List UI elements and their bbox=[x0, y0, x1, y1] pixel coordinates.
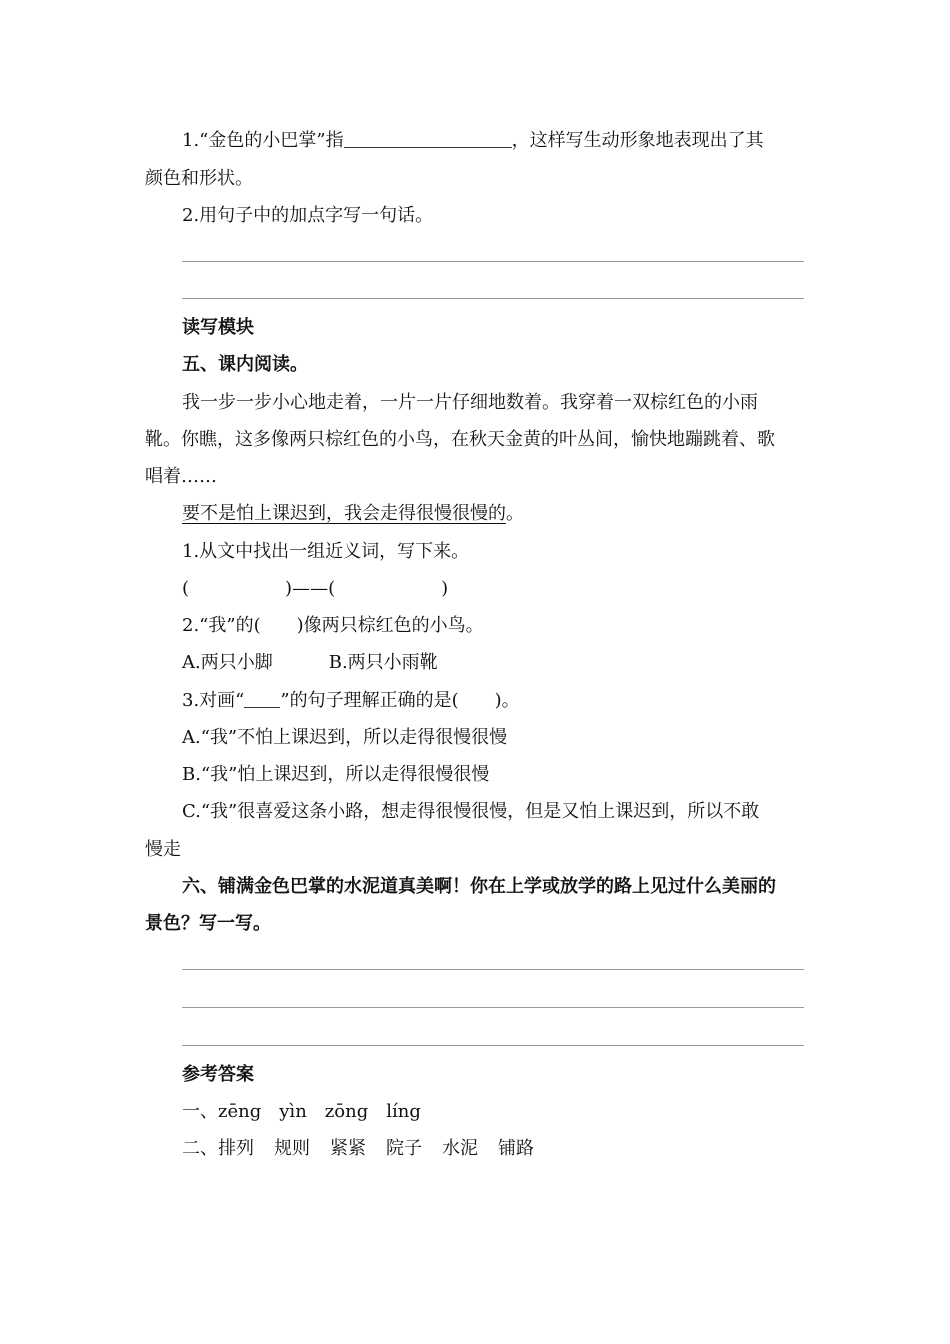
section-6-title-continued: 景色？写一写。 bbox=[145, 913, 271, 934]
pinyin-item: zōng bbox=[324, 1101, 369, 1122]
paren-close: ) bbox=[441, 578, 449, 599]
word-item: 规则 bbox=[274, 1138, 310, 1159]
question-2-options bbox=[182, 651, 810, 675]
question-1 bbox=[182, 129, 810, 153]
question-3-text-a: 3.对画“ bbox=[182, 690, 245, 711]
question-3-option-c[interactable]: C.“我”很喜爱这条小路，想走得很慢很慢，但是又怕上课迟到，所以不敢 bbox=[182, 801, 760, 822]
option-a[interactable]: A.两只小脚 bbox=[182, 652, 273, 673]
pinyin-item: zēng bbox=[218, 1101, 262, 1122]
pinyin-item: yìn bbox=[279, 1101, 307, 1122]
question-1-continued: 颜色和形状。 bbox=[145, 168, 253, 189]
underline-mark bbox=[244, 689, 280, 708]
question-3-option-c-continued: 慢走 bbox=[145, 839, 181, 860]
module-title: 读写模块 bbox=[182, 317, 254, 338]
question-3-text-b: ”的句子理解正确的是( )。 bbox=[280, 690, 520, 711]
writing-line[interactable] bbox=[182, 261, 804, 262]
dash: —— bbox=[292, 578, 329, 599]
word-item: 院子 bbox=[386, 1138, 422, 1159]
writing-line[interactable] bbox=[182, 1007, 804, 1008]
underlined-sentence: 要不是怕上课迟到，我会走得很慢很慢的 bbox=[182, 503, 506, 524]
section-5-question-2: 2.“我”的( )像两只棕红色的小鸟。 bbox=[182, 615, 484, 636]
word-item: 紧紧 bbox=[330, 1138, 366, 1159]
passage-underlined-line bbox=[182, 502, 810, 526]
passage-line: 靴。你瞧，这多像两只棕红色的小鸟，在秋天金黄的叶丛间，愉快地蹦跳着、歌 bbox=[145, 429, 775, 450]
answer-1 bbox=[182, 1100, 810, 1124]
option-b[interactable]: B.两只小雨靴 bbox=[328, 652, 438, 673]
paren-open: ( bbox=[328, 578, 336, 599]
writing-line[interactable] bbox=[182, 298, 804, 299]
answer-2 bbox=[182, 1137, 810, 1161]
answers-title: 参考答案 bbox=[182, 1064, 254, 1085]
paren-close: ) bbox=[285, 578, 293, 599]
passage-line: 我一步一步小心地走着，一片一片仔细地数着。我穿着一双棕红色的小雨 bbox=[182, 392, 758, 413]
pinyin-item: líng bbox=[386, 1101, 421, 1122]
paren-open: ( bbox=[182, 578, 190, 599]
question-3-option-a[interactable]: A.“我”不怕上课迟到，所以走得很慢很慢 bbox=[182, 727, 508, 748]
answer-1-label: 一、 bbox=[182, 1101, 218, 1122]
fill-blank[interactable] bbox=[344, 129, 512, 148]
word-item: 排列 bbox=[218, 1138, 254, 1159]
synonym-answer-row bbox=[182, 577, 810, 601]
word-item: 水泥 bbox=[442, 1138, 478, 1159]
answer-2-label: 二、 bbox=[182, 1138, 218, 1159]
passage-line: 唱着…… bbox=[145, 466, 217, 487]
writing-line[interactable] bbox=[182, 969, 804, 970]
section-6-title: 六、铺满金色巴掌的水泥道真美啊！你在上学或放学的路上见过什么美丽的 bbox=[182, 876, 776, 897]
section-5-question-1: 1.从文中找出一组近义词，写下来。 bbox=[182, 541, 470, 562]
question-3-option-b[interactable]: B.“我”怕上课迟到，所以走得很慢很慢 bbox=[182, 764, 490, 785]
section-5-question-3 bbox=[182, 689, 810, 713]
section-5-title: 五、课内阅读。 bbox=[182, 354, 308, 375]
sentence-end: 。 bbox=[506, 503, 524, 524]
question-2: 2.用句子中的加点字写一句话。 bbox=[182, 205, 434, 226]
writing-line[interactable] bbox=[182, 1045, 804, 1046]
question-1-text-a: 1.“金色的小巴掌”指 bbox=[182, 130, 344, 151]
word-item: 铺路 bbox=[498, 1138, 534, 1159]
question-1-text-b: ，这样写生动形象地表现出了其 bbox=[511, 130, 764, 151]
